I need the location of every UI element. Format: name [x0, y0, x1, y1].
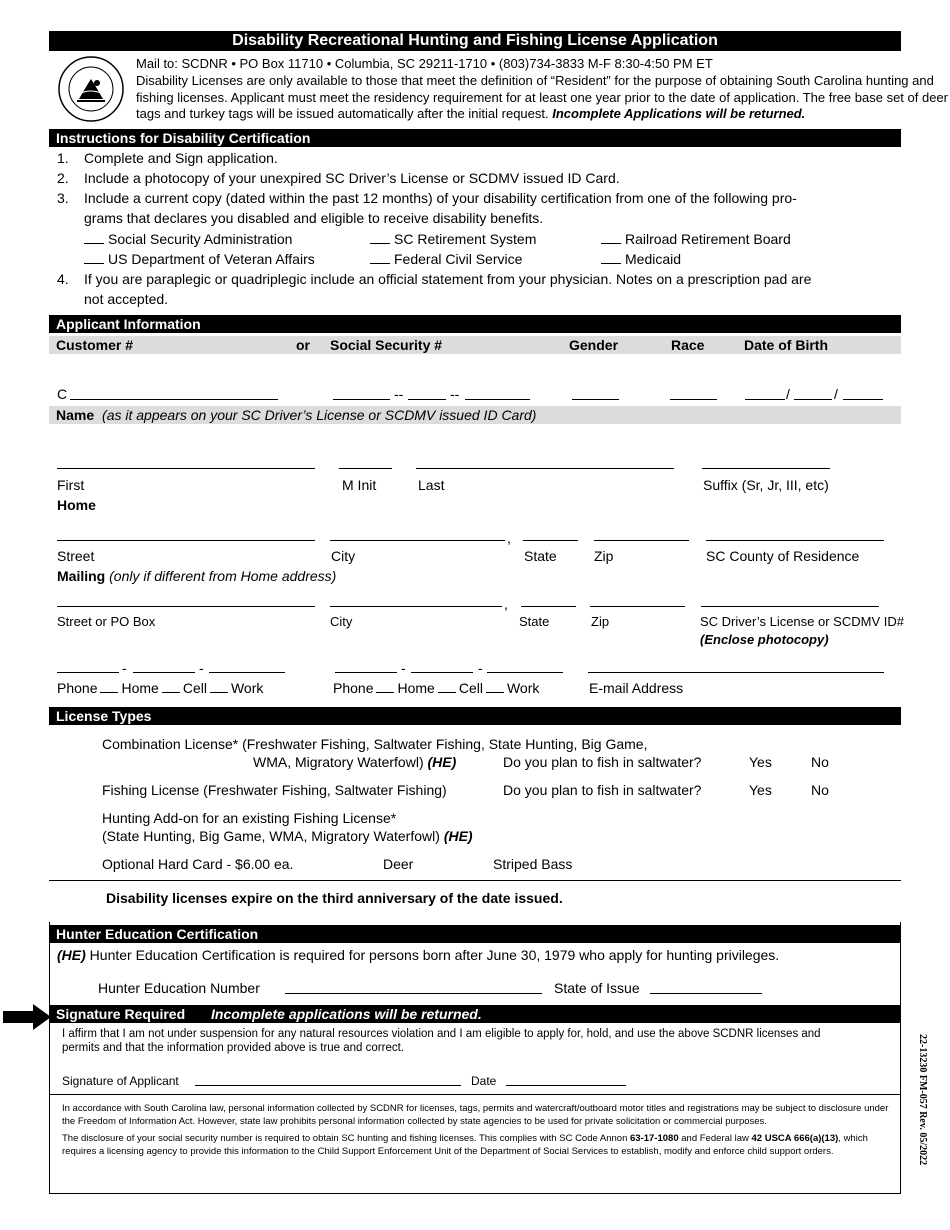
home-city-comma: ,	[507, 530, 511, 546]
phone1-home-check[interactable]	[100, 683, 118, 693]
option-sc-retirement[interactable]: SC Retirement System	[370, 231, 536, 247]
hunter-number-field[interactable]	[285, 993, 542, 994]
phone2-label: Phone Home Cell Work	[333, 680, 540, 696]
incomplete-warning: Incomplete Applications will be returned.	[552, 106, 806, 121]
arrow-icon	[3, 1004, 51, 1030]
customer-prefix: C	[57, 386, 68, 402]
hunter-req: (HE) Hunter Education Certification is required for persons born after June 30, 1979 who apply for hunting privileges.	[57, 947, 780, 963]
city2-label: City	[330, 614, 353, 629]
option-ssa[interactable]: Social Security Administration	[84, 231, 292, 247]
affirm-text: I affirm that I am not under suspension for any natural resources violation and I am eligible to apply for, hold, and use the above SCDNR licenses and permits and that the information provided above is true and correct.	[62, 1028, 821, 1054]
suffix-field[interactable]	[702, 468, 830, 469]
phone1-label: Phone Home Cell Work	[57, 680, 264, 696]
instr-num-3: 3.	[57, 190, 69, 206]
signature-field[interactable]	[195, 1085, 461, 1086]
state2-label: State	[519, 614, 550, 629]
mail-street-field[interactable]	[57, 606, 315, 607]
checkbox-line[interactable]	[601, 254, 621, 264]
expire-note: Disability licenses expire on the third anniversary of the date issued.	[106, 890, 563, 906]
or-label: or	[296, 337, 310, 353]
instructions-heading: Instructions for Disability Certification	[49, 129, 901, 147]
name-note: (as it appears on your SC Driver’s License or SCDMV issued ID Card)	[102, 407, 537, 423]
enclose-label: (Enclose photocopy)	[700, 632, 829, 647]
scdnr-seal	[57, 55, 125, 123]
fishing-yes[interactable]: Yes	[749, 782, 772, 798]
title-bar	[49, 31, 901, 51]
mailing-row	[57, 568, 336, 584]
legal-p2: The disclosure of your social security number is required to obtain SC hunting and fishing licenses. This complies with SC Code Annon 63-17-1080 and Federal law 42 USCA 666(a)(13), which requires a licensing agency to provide this information to the Child Support Enforcement Unit of the Department of Social Services to establish, modify and enforce child support orders.	[62, 1133, 868, 1157]
gender-label: Gender	[569, 337, 619, 353]
phone1-prefix[interactable]	[133, 672, 195, 673]
mail-city-comma: ,	[504, 596, 508, 612]
mail-to: Mail to: SCDNR • PO Box 11710 • Columbia, SC 29211-1710 • (803)734-3833 M-F 8:30-4:50 PM ET	[136, 56, 713, 71]
dob-month-field[interactable]	[745, 399, 785, 400]
county-field[interactable]	[706, 540, 884, 541]
dl-label: SC Driver’s License or SCDMV ID#	[700, 614, 904, 629]
dob-day-field[interactable]	[794, 399, 832, 400]
signature-label: Signature of Applicant	[62, 1074, 179, 1088]
fishing-saltwater-q: Do you plan to fish in saltwater?	[503, 782, 702, 798]
home-street-field[interactable]	[57, 540, 315, 541]
dob-sep-1: /	[786, 386, 790, 402]
customer-field[interactable]	[70, 399, 278, 400]
header-para-2: fishing licenses. Applicant must meet the residency requirement for at least one year prior to the date of application. The free base set of deer	[136, 90, 948, 105]
phone1-sep-1: -	[122, 660, 127, 676]
mailing-label: Mailing	[57, 568, 106, 584]
city-label: City	[331, 548, 356, 564]
gender-field[interactable]	[572, 399, 619, 400]
zip2-label: Zip	[591, 614, 610, 629]
hard-card-bass[interactable]: Striped Bass	[493, 856, 573, 872]
hunting-addon-2: (State Hunting, Big Game, WMA, Migratory Waterfowl) (HE)	[102, 828, 473, 844]
hunter-number-label: Hunter Education Number	[98, 980, 260, 996]
fishing-no[interactable]: No	[811, 782, 829, 798]
license-divider	[49, 880, 901, 881]
ssn-label: Social Security #	[330, 337, 443, 353]
checkbox-line[interactable]	[84, 254, 104, 264]
instr-num-1: 1.	[57, 150, 69, 166]
signature-heading: Signature Required Incomplete applications will be returned.	[49, 1005, 901, 1023]
option-medicaid[interactable]: Medicaid	[601, 251, 681, 267]
street-po-label: Street or PO Box	[57, 614, 156, 629]
middle-initial-field[interactable]	[339, 468, 392, 469]
checkbox-line[interactable]	[370, 254, 390, 264]
instr-num-2: 2.	[57, 170, 69, 186]
home-state-field[interactable]	[523, 540, 578, 541]
state-issue-field[interactable]	[650, 993, 762, 994]
checkbox-line[interactable]	[84, 234, 104, 244]
instr-3b: grams that declares you disabled and eligible to receive disability benefits.	[84, 210, 544, 226]
combo-line-1[interactable]: Combination License* (Freshwater Fishing, Saltwater Fishing, State Hunting, Big Game,	[102, 736, 648, 752]
mail-city-field[interactable]	[330, 606, 502, 607]
mailing-note: (only if different from Home address)	[109, 568, 337, 584]
checkbox-line[interactable]	[601, 234, 621, 244]
checkbox-line[interactable]	[370, 234, 390, 244]
race-field[interactable]	[670, 399, 717, 400]
home-zip-field[interactable]	[594, 540, 689, 541]
instr-3a: Include a current copy (dated within the past 12 months) of your disability certification from one of the following pro-	[84, 190, 797, 206]
ssn-field-1[interactable]	[333, 399, 390, 400]
home-label: Home	[57, 497, 96, 513]
phone2-sep-1: -	[401, 660, 406, 676]
ssn-sep-2: --	[450, 386, 460, 402]
fishing-license[interactable]: Fishing License (Freshwater Fishing, Saltwater Fishing)	[102, 782, 447, 798]
hunter-heading: Hunter Education Certification	[49, 925, 901, 943]
last-name-field[interactable]	[416, 468, 674, 469]
minit-label: M Init	[342, 477, 377, 493]
option-railroad[interactable]: Railroad Retirement Board	[601, 231, 791, 247]
customer-label: Customer #	[56, 337, 134, 353]
county-label: SC County of Residence	[706, 548, 860, 564]
mail-state-field[interactable]	[521, 606, 576, 607]
ssn-field-3[interactable]	[465, 399, 530, 400]
phone1-area[interactable]	[57, 672, 119, 673]
last-label: Last	[418, 477, 445, 493]
phone2-line[interactable]	[487, 672, 563, 673]
combo-line-2: WMA, Migratory Waterfowl) (HE)	[253, 754, 457, 770]
first-name-field[interactable]	[57, 468, 315, 469]
instr-4b: not accepted.	[84, 291, 169, 307]
dob-sep-2: /	[834, 386, 838, 402]
date-label: Date	[471, 1074, 497, 1088]
option-federal-civil[interactable]: Federal Civil Service	[370, 251, 522, 267]
email-field[interactable]	[588, 672, 884, 673]
date-field[interactable]	[506, 1085, 626, 1086]
combo-no[interactable]: No	[811, 754, 829, 770]
email-label: E-mail Address	[589, 680, 684, 696]
instr-num-4: 4.	[57, 271, 69, 287]
phone2-sep-2: -	[478, 660, 483, 676]
instr-2: Include a photocopy of your unexpired SC Driver’s License or SCDMV issued ID Card.	[84, 170, 620, 186]
phone1-work-check[interactable]	[210, 683, 228, 693]
name-bar	[49, 406, 901, 424]
header-para-1: Disability Licenses are only available to those that meet the definition of “Resident” for the purpose of obtaining South Carolina hunting and	[136, 73, 934, 88]
combo-yes[interactable]: Yes	[749, 754, 772, 770]
phone2-area[interactable]	[335, 672, 397, 673]
form-id: 22-13230 FM-057 Rev. 05/2022	[917, 1034, 928, 1166]
zip-label: Zip	[594, 548, 614, 564]
state-issue-label: State of Issue	[554, 980, 640, 996]
state-label: State	[524, 548, 557, 564]
mail-zip-field[interactable]	[590, 606, 685, 607]
phone1-cell-check[interactable]	[162, 683, 180, 693]
page-title: Disability Recreational Hunting and Fishing License Application	[232, 32, 718, 49]
street-label: Street	[57, 548, 95, 564]
ssn-sep-1: --	[394, 386, 404, 402]
instr-4a: If you are paraplegic or quadriplegic include an official statement from your physician. Notes on a prescription pad are	[84, 271, 812, 287]
hard-card: Optional Hard Card - $6.00 ea.	[102, 856, 294, 872]
race-label: Race	[671, 337, 705, 353]
dob-label: Date of Birth	[744, 337, 828, 353]
option-va[interactable]: US Department of Veteran Affairs	[84, 251, 315, 267]
ssn-field-2[interactable]	[408, 399, 446, 400]
phone1-sep-2: -	[199, 660, 204, 676]
instr-1: Complete and Sign application.	[84, 150, 278, 166]
combo-saltwater-q: Do you plan to fish in saltwater?	[503, 754, 702, 770]
phone2-home-check[interactable]	[376, 683, 394, 693]
suffix-label: Suffix (Sr, Jr, III, etc)	[703, 477, 829, 493]
phone2-cell-check[interactable]	[438, 683, 456, 693]
signature-heading-note: Incomplete applications will be returned.	[211, 1006, 482, 1022]
hunting-addon-1[interactable]: Hunting Add-on for an existing Fishing License*	[102, 810, 397, 826]
legal-p1: In accordance with South Carolina law, personal information collected by SCDNR for licenses, tags, permits and watercraft/outboard motor titles and registrations may be subject to disclosure under the Freedom of Information Act. However, state law prohibits personal information collected by state agencies to be used for private solicitation or commercial purposes.	[62, 1103, 889, 1127]
hard-card-deer[interactable]: Deer	[383, 856, 414, 872]
home-city-field[interactable]	[330, 540, 505, 541]
applicant-heading: Applicant Information	[49, 315, 901, 333]
header-para-3-text: tags and turkey tags will be issued automatically after the initial request.	[136, 106, 549, 121]
license-heading: License Types	[49, 707, 901, 725]
first-label: First	[57, 477, 85, 493]
phone2-prefix[interactable]	[411, 672, 473, 673]
header-para-3	[136, 106, 805, 121]
phone1-line[interactable]	[209, 672, 285, 673]
phone2-work-check[interactable]	[486, 683, 504, 693]
dob-year-field[interactable]	[843, 399, 883, 400]
name-label: Name	[56, 407, 95, 423]
applicant-column-headers	[49, 336, 901, 354]
dl-field[interactable]	[701, 606, 879, 607]
